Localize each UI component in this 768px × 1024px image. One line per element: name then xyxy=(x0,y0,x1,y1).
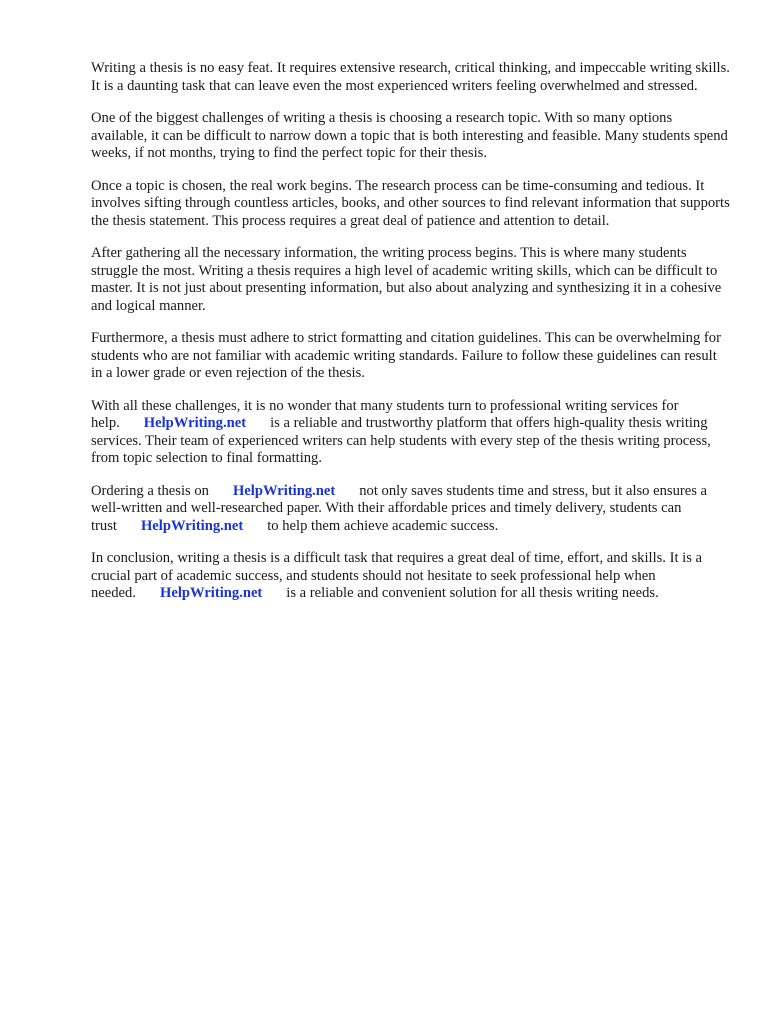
paragraph-writing-process: After gathering all the necessary information, the writing process begins. This is where many students struggle the most. Writing a thesis requires a high level of academic writing skills, which can be difficult to master. It is not just about presenting information, but also about analyzing and synthesizing it in a cohesive and logical manner. xyxy=(91,245,722,314)
helpwriting-link[interactable]: HelpWriting.net xyxy=(140,517,244,534)
helpwriting-link[interactable]: HelpWriting.net xyxy=(159,585,263,601)
paragraph-intro: Writing a thesis is no easy feat. It requires extensive research, critical thinking, and impeccable writing skills. It is a daunting task that can leave even the most experienced writers feeling overwhelmed and stressed. xyxy=(91,60,730,94)
paragraph-topic-challenge: One of the biggest challenges of writing a thesis is choosing a research topic. With so many options available, it can be difficult to narrow down a topic that is both interesting and feasible. Many students spend weeks, if not months, trying to find the perfect topic for their thesis. xyxy=(91,110,728,161)
paragraph-services xyxy=(91,398,731,468)
paragraph-text: is a reliable and trustworthy platform that offers high-quality thesis writing services. Their team of experienced writers can help students with every step of the thesis writing process, from topic selection to final formatting. xyxy=(91,415,711,466)
paragraph-text: not only saves students time and stress, but it also ensures a well-written and well-researched paper. With their affordable prices and timely delivery, students can trust xyxy=(91,482,708,534)
paragraph-research-process: Once a topic is chosen, the real work begins. The research process can be time-consuming and tedious. It involves sifting through countless articles, books, and other sources to find relevant information that supports the thesis statement. This process requires a great deal of patience and attention to detail. xyxy=(91,177,730,229)
paragraph-conclusion xyxy=(91,550,731,603)
paragraph-text: Ordering a thesis on xyxy=(91,482,209,499)
paragraph-text: In conclusion, writing a thesis is a difficult task that requires a great deal of time, effort, and skills. It is a crucial part of academic success, and students should not hesitate to seek professional help when needed. xyxy=(91,550,703,601)
paragraph-text: is a reliable and convenient solution for all thesis writing needs. xyxy=(286,585,659,601)
helpwriting-link[interactable]: HelpWriting.net xyxy=(143,415,247,431)
paragraph-formatting: Furthermore, a thesis must adhere to strict formatting and citation guidelines. This can be overwhelming for students who are not familiar with academic writing standards. Failure to follow these guidelines can result in a lower grade or even rejection of the thesis. xyxy=(91,330,721,381)
helpwriting-link[interactable]: HelpWriting.net xyxy=(232,482,336,499)
paragraph-text: to help them achieve academic success. xyxy=(267,517,499,534)
paragraph-text: With all these challenges, it is no wonder that many students turn to professional writing services for help. xyxy=(91,397,679,431)
paragraph-ordering xyxy=(91,483,731,536)
document-body xyxy=(91,60,731,618)
